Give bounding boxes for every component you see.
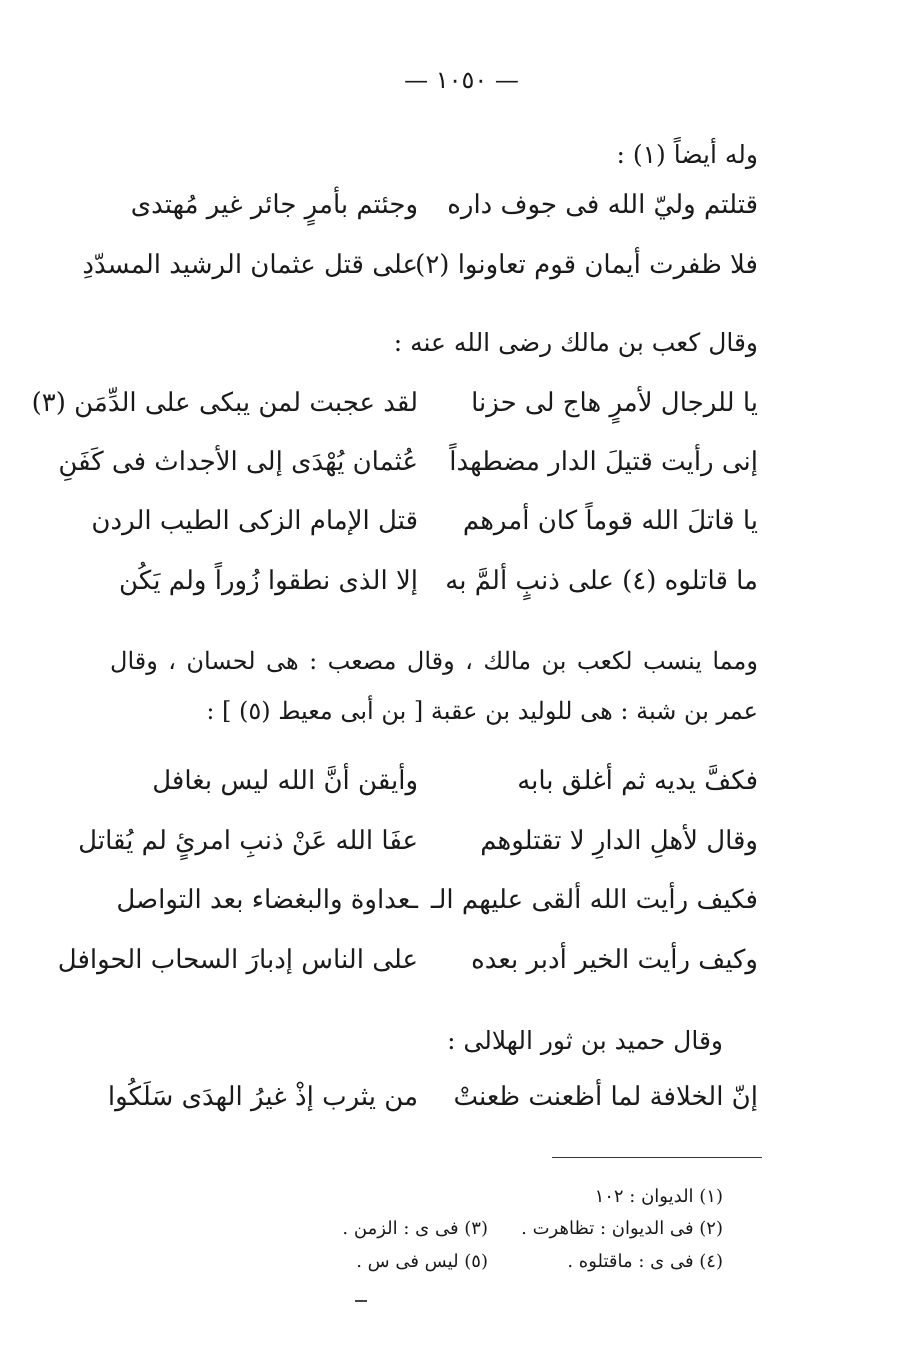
verse-first-hemistich: فكيف رأيت الله ألقى عليهم الـ [430, 885, 758, 915]
verse-line [118, 885, 758, 929]
verse-first-hemistich: وكيف رأيت الخير أدبر بعده [471, 945, 758, 975]
verse-first-hemistich: فكفَّ يديه ثم أغلق بابه [517, 766, 758, 796]
verse-first-hemistich: إنّ الخلافة لما أظعنت ظعنتْ [453, 1082, 758, 1112]
verse-line [82, 250, 758, 294]
verse-second-hemistich: قتل الإمام الزكى الطيب الردن [91, 506, 418, 536]
footnote: (٣) فى ى : الزمن . [342, 1218, 488, 1239]
verse-second-hemistich: على الناس إدبارَ السحاب الحوافل [57, 945, 418, 975]
verse-line [57, 945, 758, 989]
footnote: (٥) ليس فى س . [356, 1251, 488, 1272]
verse-second-hemistich: على قتل عثمان الرشيد المسدّدِ [82, 250, 418, 280]
verse-first-hemistich: إنى رأيت قتيلَ الدار مضطهداً [449, 447, 758, 477]
page-number: — ١٠٥٠ — [404, 66, 519, 94]
section-intro: ومما ينسب لكعب بن مالك ، وقال مصعب : هى لحسان ، وقال عمر بن شبة : هى للوليد بن عقبة [ بن أبى معيط (٥) ] : [110, 647, 758, 725]
verse-second-hemistich: من يثرب إذْ غيرُ الهدَى سَلَكُوا [107, 1082, 418, 1112]
section-intro: وله أيضاً (١) : [616, 140, 758, 169]
verse-line [78, 826, 758, 870]
footnote: (١) الديوان : ١٠٢ [594, 1186, 723, 1207]
verse-line [31, 388, 758, 432]
footnote: (٢) فى الديوان : تظاهرت . [521, 1218, 723, 1239]
verse-second-hemistich: لقد عجبت لمن يبكى على الدِّمَن (٣) [31, 388, 418, 418]
verse-second-hemistich: عفَا الله عَنْ ذنبِ امرئٍ لم يُقاتل [78, 826, 418, 856]
verse-line [58, 447, 758, 491]
verse-second-hemistich: إلا الذى نطقوا زُوراً ولم يَكُن [119, 566, 418, 596]
page-mark [355, 1300, 367, 1302]
footnote-separator [552, 1157, 762, 1158]
footnote: (٤) فى ى : ماقتلوه . [567, 1251, 723, 1272]
verse-first-hemistich: وقال لأهلِ الدارِ لا تقتلوهم [480, 826, 758, 856]
verse-first-hemistich: فلا ظفرت أيمان قوم تعاونوا (٢) [415, 250, 758, 280]
verse-second-hemistich: وأيقن أنَّ الله ليس بغافل [152, 766, 418, 796]
verse-line [118, 766, 758, 810]
section-intro: وقال كعب بن مالك رضى الله عنه : [393, 328, 758, 357]
section-intro: وقال حميد بن ثور الهلالى : [447, 1026, 723, 1055]
verse-line [118, 566, 758, 610]
verse-line [107, 1082, 758, 1126]
verse-first-hemistich: يا قاتلَ الله قوماً كان أمرهم [462, 506, 758, 536]
verse-second-hemistich: وجئتم بأمرٍ جائر غير مُهتدى [130, 190, 418, 220]
verse-first-hemistich: ما قاتلوه (٤) على ذنبٍ ألمَّ به [445, 566, 758, 596]
verse-second-hemistich: ـعداوة والبغضاء بعد التواصل [116, 885, 418, 915]
verse-second-hemistich: عُثمان يُهْدَى إلى الأجداث فى كَفَنِ [58, 447, 418, 477]
verse-first-hemistich: قتلتم وليّ الله فى جوف داره [447, 190, 758, 220]
verse-line [91, 506, 758, 550]
verse-first-hemistich: يا للرجال لأمرٍ هاج لى حزنا [471, 388, 758, 418]
verse-line [118, 190, 758, 234]
